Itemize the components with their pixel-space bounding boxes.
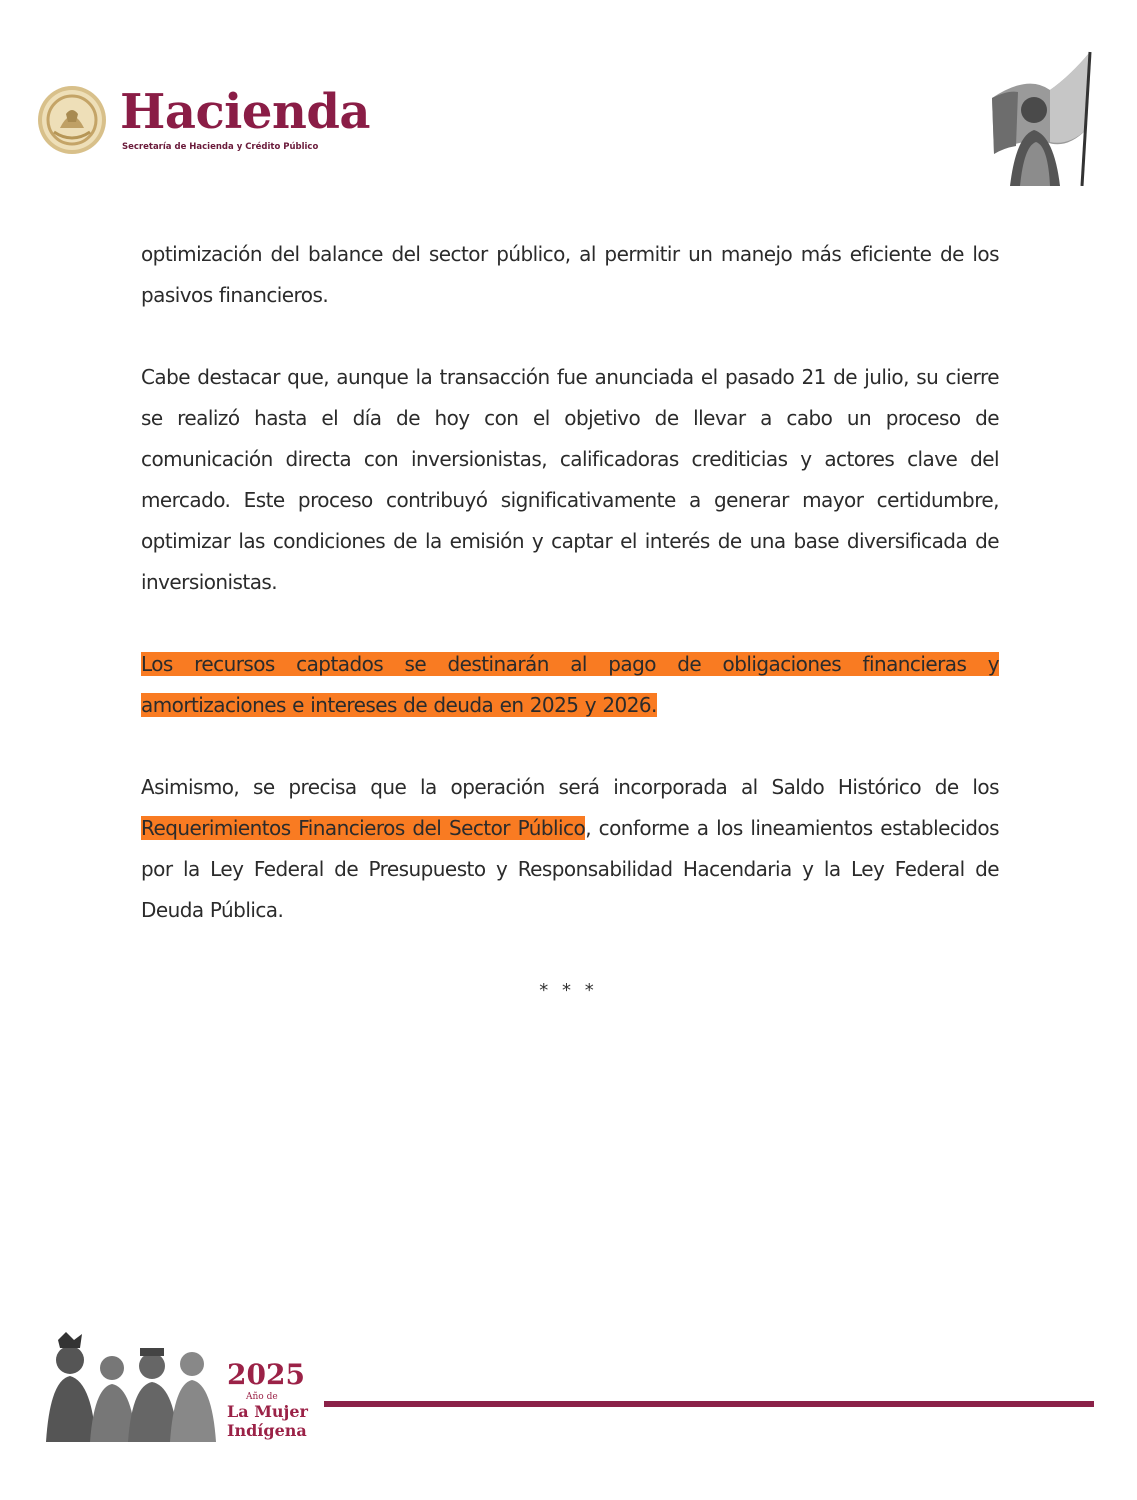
mujer-indigena-label: [227, 1402, 308, 1440]
mujer-line-1: La Mujer: [227, 1402, 308, 1421]
paragraph-2: Cabe destacar que, aunque la transacción fue anunciada el pasado 21 de julio, su cierre se realizó hasta el día de hoy con el objetivo de llevar a cabo un proceso de comunicación directa con inversionistas, calificadoras crediticias y actores clave del mercado. Este proceso contribuyó significativamente a generar mayor certidumbre, optimizar las condiciones de la emisión y captar el interés de una base diversificada de inversionistas.: [141, 365, 999, 594]
woman-with-flag-illustration: [958, 46, 1098, 186]
section-separator: * * *: [539, 980, 598, 1001]
national-seal-icon: [36, 84, 108, 156]
highlighted-paragraph-text: Los recursos captados se destinarán al pago de obligaciones financieras y amortizaciones e intereses de deuda en 2025 y 2026.: [141, 652, 999, 717]
paragraph-4-end: , conforme a los lineamientos establecidos por la Ley Federal de Presupuesto y Responsabilidad Hacendaria y la Ley Federal de Deuda Pública.: [141, 816, 999, 922]
paragraph-4: [141, 767, 999, 931]
anio-de-label: Año de: [246, 1392, 278, 1402]
footer-divider: [324, 1401, 1094, 1407]
paragraph-3: [141, 644, 999, 726]
paragraph-4-start: Asimismo, se precisa que la operación será incorporada al Saldo Histórico de los: [141, 775, 999, 799]
mujer-line-2: Indígena: [227, 1421, 307, 1440]
highlighted-phrase: Requerimientos Financieros del Sector Público: [141, 816, 586, 840]
hacienda-logo: [36, 84, 376, 164]
paragraph-1: optimización del balance del sector público, al permitir un manejo más eficiente de los pasivos financieros.: [141, 242, 999, 307]
brand-title: Hacienda: [120, 84, 371, 140]
year-label: 2025: [227, 1358, 305, 1391]
footer: [40, 1330, 1100, 1450]
indigenous-women-illustration: [40, 1330, 220, 1442]
brand-subtitle: Secretaría de Hacienda y Crédito Público: [122, 142, 319, 152]
press-release-body: [141, 234, 999, 972]
